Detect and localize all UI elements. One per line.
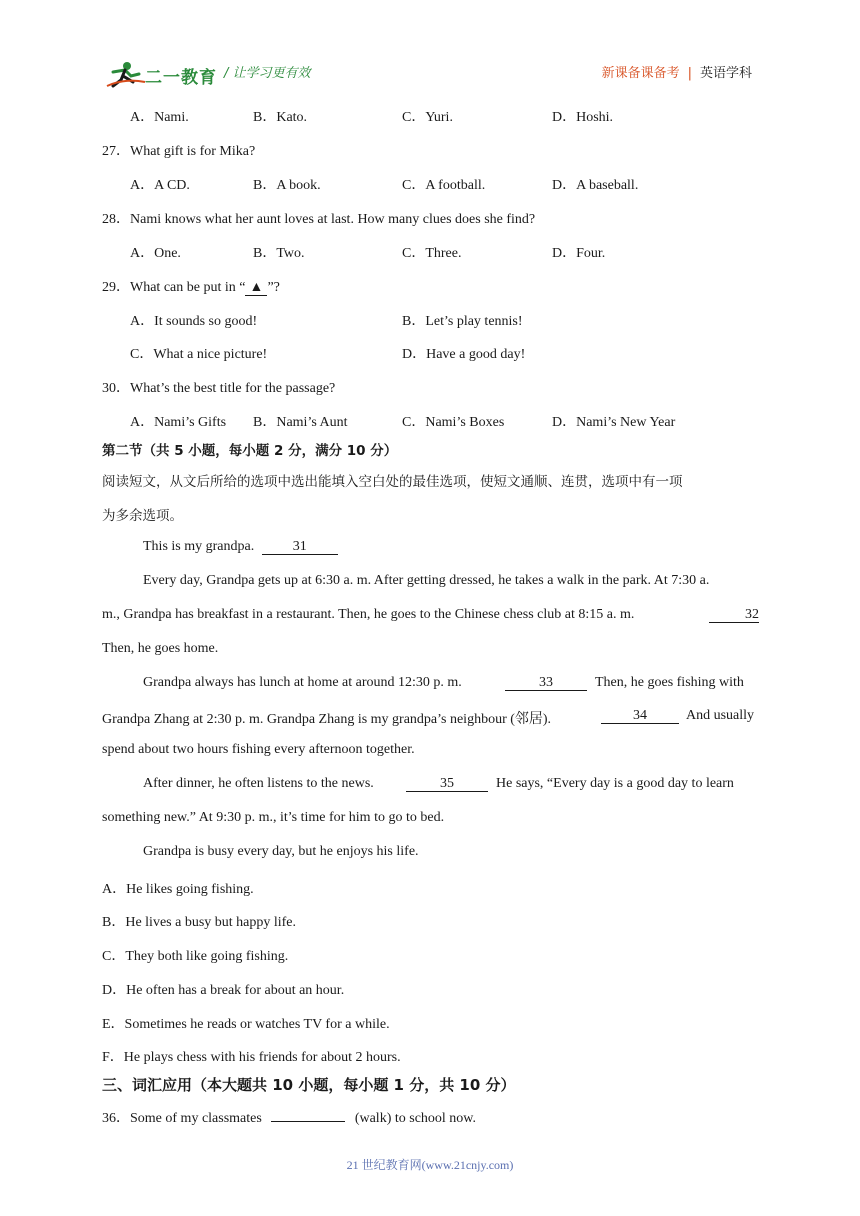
blank-35-wrap (406, 776, 488, 792)
q29-stem (102, 276, 280, 296)
q30-option-a: A．Nami’s Gifts (130, 415, 227, 430)
q26-option-c: C．Yuri. (402, 110, 453, 125)
blank-33: 33 (505, 676, 587, 691)
q29-option-c: C．What a nice picture! (130, 347, 268, 362)
choice-d: D．He often has a break for about an hour. (102, 983, 345, 998)
q27-option-a: A．A CD. (130, 178, 190, 193)
passage-p3-line3: spend about two hours fishing every afternoon together. (102, 742, 415, 757)
passage-p3-line2b: And usually (686, 708, 755, 723)
header-subject (602, 62, 752, 81)
passage-p3-line1: Grandpa always has lunch at home at around 12:30 p. m. (143, 675, 462, 690)
q29-stem-b: ”? (267, 280, 280, 295)
blank-33-wrap (505, 675, 587, 691)
q28-option-b: B．Two. (253, 246, 305, 261)
passage-p2-line3: Then, he goes home. (102, 641, 219, 656)
choice-a: A．He likes going fishing. (102, 882, 254, 897)
blank-34: 34 (601, 709, 679, 724)
q36-text-b: (walk) to school now. (354, 1111, 476, 1126)
q26-option-d: D．Hoshi. (552, 110, 614, 125)
section2-instruction-line2: 为多余选项。 (102, 508, 183, 524)
passage-p3-line1b: Then, he goes fishing with (595, 675, 744, 690)
passage-p2-line1: Every day, Grandpa gets up at 6:30 a. m. After getting dressed, he takes a walk in the park. At 7:30 a. (143, 573, 710, 588)
q29-stem-a: 29．What can be put in “ (102, 280, 246, 295)
q28-option-a: A．One. (130, 246, 181, 261)
section3-title: 三、词汇应用（本大题共 10 小题，每小题 1 分，共 10 分） (102, 1076, 516, 1094)
q29-blank: ▲ (245, 281, 267, 296)
q26-option-a: A．Nami. (130, 110, 189, 125)
choice-e: E．Sometimes he reads or watches TV for a while. (102, 1017, 390, 1032)
q28-option-c: C．Three. (402, 246, 462, 261)
blank-32-wrap (709, 607, 759, 623)
section2-instruction-line1: 阅读短文，从文后所给的选项中选出能填入空白处的最佳选项，使短文通顺、连贯，选项中有一项 (102, 474, 683, 490)
slogan: / 让学习更有效 (224, 66, 311, 81)
q30-option-b: B．Nami’s Aunt (253, 415, 348, 430)
logo-text: 二一教育 (145, 68, 217, 88)
choice-b: B．He lives a busy but happy life. (102, 915, 297, 930)
q27-option-b: B．A book. (253, 178, 321, 193)
passage-p3-line2: Grandpa Zhang at 2:30 p. m. Grandpa Zhang is my grandpa’s neighbour (邻居). (102, 712, 552, 727)
blank-35: 35 (406, 777, 488, 792)
blank-31: 31 (262, 540, 338, 555)
q26-option-b: B．Kato. (253, 110, 308, 125)
brand-logo (105, 60, 223, 88)
q30-option-d: D．Nami’s New Year (552, 415, 676, 430)
header-subject-name: 英语学科 (699, 66, 752, 81)
choice-c: C．They both like going fishing. (102, 949, 289, 964)
q28-stem: 28．Nami knows what her aunt loves at last. How many clues does she find? (102, 212, 536, 227)
q27-option-c: C．A football. (402, 178, 486, 193)
q36-text-a: 36．Some of my classmates (102, 1111, 262, 1126)
passage-p1 (143, 539, 338, 555)
q36-blank (271, 1121, 345, 1122)
q29-option-a: A．It sounds so good! (130, 314, 258, 329)
header-course: 新课备课备考 (601, 66, 680, 81)
blank-34-wrap (601, 708, 679, 724)
q29-option-b: B．Let’s play tennis! (402, 314, 523, 329)
footer-source: 21 世纪教育网(www.21cnjy.com) (346, 1158, 514, 1172)
choice-f: F．He plays chess with his friends for about 2 hours. (102, 1050, 401, 1065)
q27-stem: 27．What gift is for Mika? (102, 144, 256, 159)
passage-p4-line2: something new.” At 9:30 p. m., it’s time for him to go to bed. (102, 810, 445, 825)
q27-option-d: D．A baseball. (552, 178, 639, 193)
q30-option-c: C．Nami’s Boxes (402, 415, 505, 430)
q28-option-d: D．Four. (552, 246, 606, 261)
blank-32: 32 (709, 608, 759, 623)
q36 (102, 1107, 476, 1127)
passage-p4-line1: After dinner, he often listens to the news. (143, 776, 374, 791)
passage-p2-line2: m., Grandpa has breakfast in a restaurant. Then, he goes to the Chinese chess club at 8:15 a. m. (102, 607, 635, 622)
q29-option-d: D．Have a good day! (402, 347, 526, 362)
passage-p4-line1b: He says, “Every day is a good day to learn (496, 776, 734, 791)
section2-title: 第二节（共 5 小题，每小题 2 分，满分 10 分） (102, 443, 398, 459)
q30-stem: 30．What’s the best title for the passage? (102, 381, 336, 396)
passage-p5: Grandpa is busy every day, but he enjoys his life. (143, 844, 419, 859)
passage-p1-text: This is my grandpa. (143, 539, 255, 554)
header-separator: | (687, 66, 692, 81)
